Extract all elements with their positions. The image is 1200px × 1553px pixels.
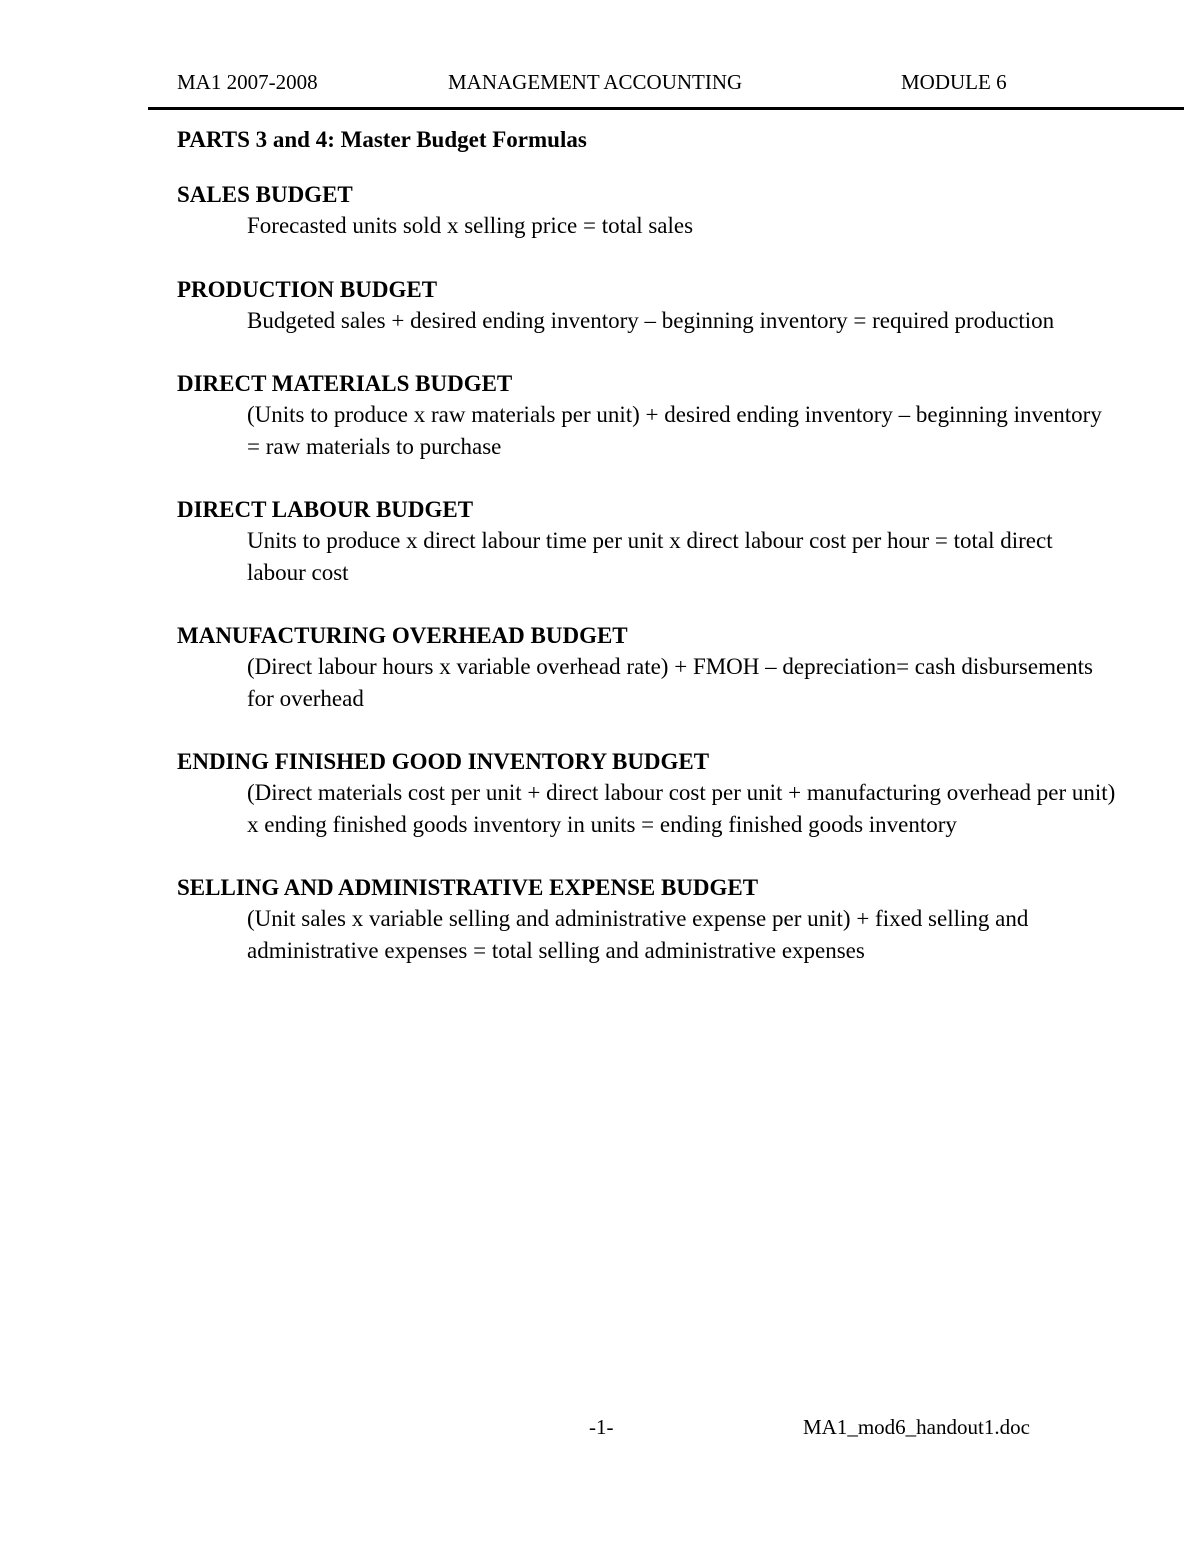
page-number: -1- (589, 1415, 614, 1439)
section-formula: (Units to produce x raw materials per unit) + desired ending inventory – beginning inventory = raw materials to purchase (247, 402, 1102, 459)
section-formula: (Unit sales x variable selling and administrative expense per unit) + fixed selling and administrative expenses = total selling and administrative expenses (247, 906, 1029, 963)
header-course: MA1 2007-2008 (177, 70, 318, 94)
section-direct-materials-budget (177, 368, 1117, 462)
section-manufacturing-overhead-budget (177, 620, 1117, 714)
section-heading: DIRECT MATERIALS BUDGET (177, 371, 513, 396)
section-direct-labour-budget (177, 494, 1117, 588)
section-selling-admin-expense-budget (177, 872, 1117, 966)
section-formula: Budgeted sales + desired ending inventory – beginning inventory = required production (247, 307, 1055, 333)
page-header (0, 70, 1200, 100)
section-ending-finished-goods-budget (177, 746, 1117, 840)
section-heading: SALES BUDGET (177, 182, 353, 207)
section-formula: Forecasted units sold x selling price = total sales (247, 213, 694, 238)
header-subject: MANAGEMENT ACCOUNTING (448, 70, 743, 94)
section-heading: PRODUCTION BUDGET (177, 276, 438, 302)
header-rule (148, 107, 1184, 110)
header-module: MODULE 6 (901, 70, 1007, 94)
section-heading: DIRECT LABOUR BUDGET (177, 497, 474, 522)
section-sales-budget (177, 179, 1117, 242)
section-formula: Units to produce x direct labour time per unit x direct labour cost per hour = total direct labour cost (247, 528, 1053, 585)
section-heading: ENDING FINISHED GOOD INVENTORY BUDGET (177, 749, 710, 774)
document-title: PARTS 3 and 4: Master Budget Formulas (177, 127, 587, 152)
section-formula: (Direct labour hours x variable overhead rate) + FMOH – depreciation= cash disbursements for overhead (247, 654, 1094, 711)
section-heading: MANUFACTURING OVERHEAD BUDGET (177, 623, 628, 648)
footer-filename: MA1_mod6_handout1.doc (803, 1415, 1030, 1439)
section-formula: (Direct materials cost per unit + direct labour cost per unit + manufacturing overhead per unit) x ending finished goods inventory in units = ending finished goods inventory (247, 780, 1116, 837)
section-heading: SELLING AND ADMINISTRATIVE EXPENSE BUDGET (177, 875, 759, 900)
section-production-budget (177, 274, 1117, 337)
document-body (177, 124, 1117, 998)
